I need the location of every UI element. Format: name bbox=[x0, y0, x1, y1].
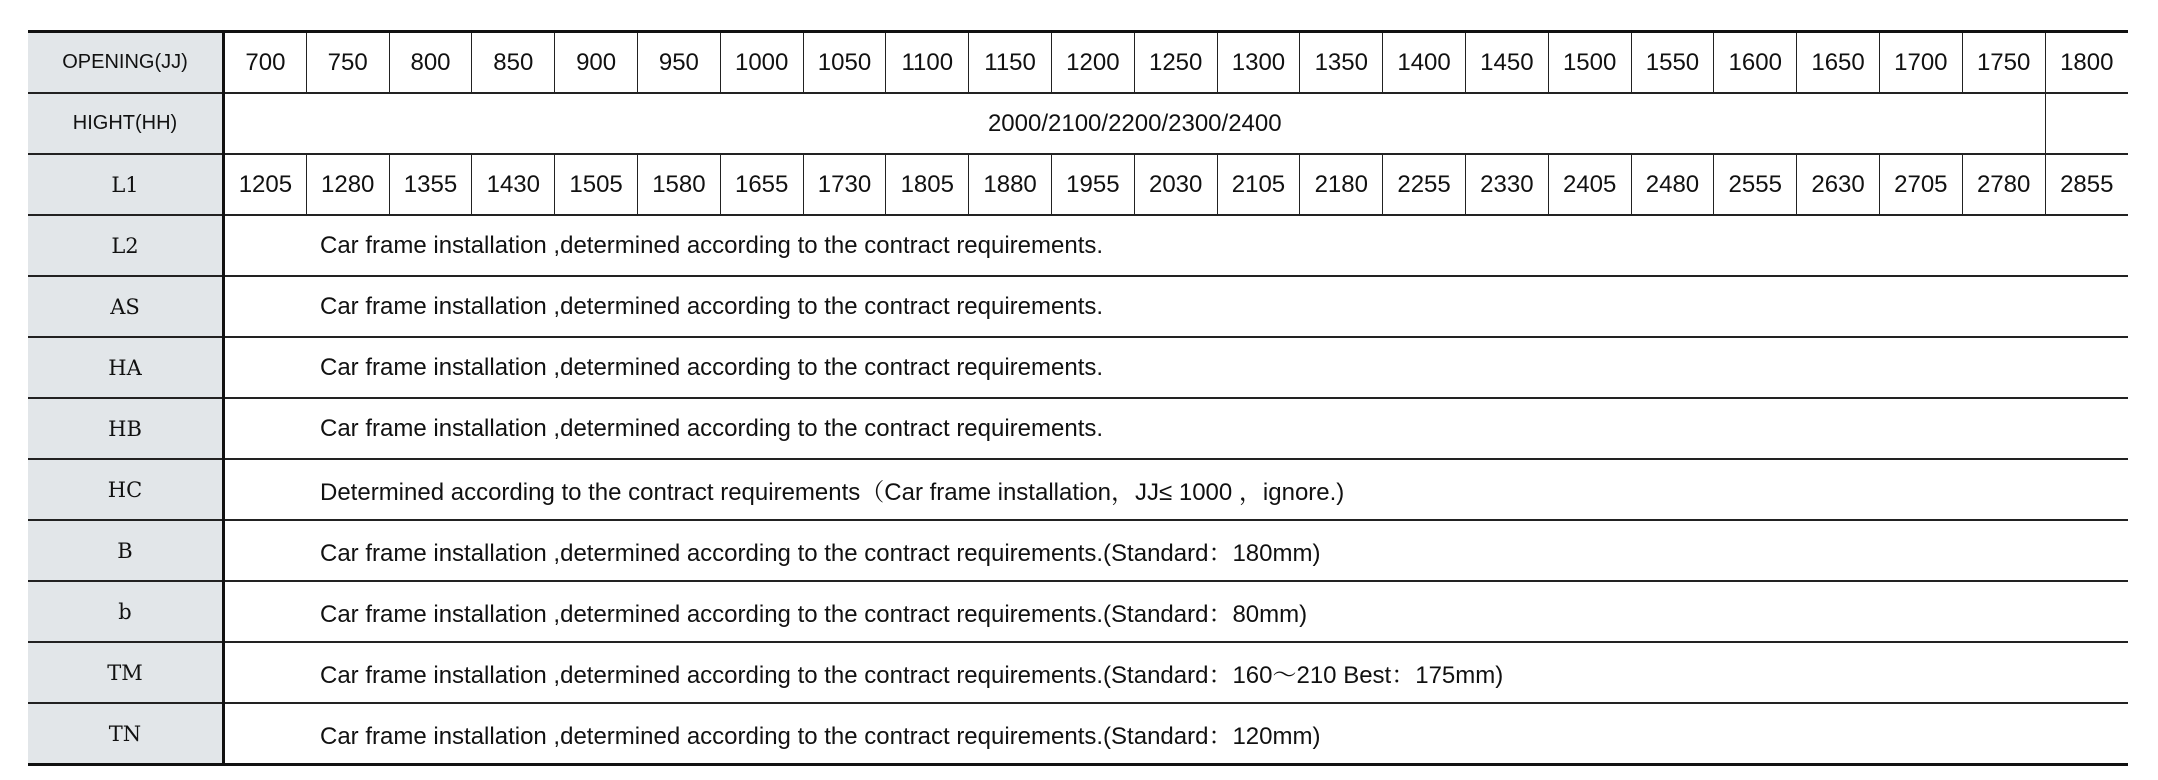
l1-value: 1430 bbox=[472, 154, 555, 215]
height-header: HIGHT(HH) bbox=[28, 93, 224, 154]
l1-value: 2180 bbox=[1300, 154, 1383, 215]
l1-value: 1505 bbox=[555, 154, 638, 215]
b-header: B bbox=[28, 520, 224, 581]
hc-row bbox=[28, 459, 2128, 520]
opening-value: 1250 bbox=[1134, 32, 1217, 94]
as-header: AS bbox=[28, 276, 224, 337]
opening-value: 1400 bbox=[1383, 32, 1466, 94]
hb-description: Car frame installation ,determined according to the contract requirements. bbox=[320, 414, 1104, 442]
opening-value: 750 bbox=[306, 32, 389, 94]
opening-value: 1150 bbox=[969, 32, 1052, 94]
opening-value: 900 bbox=[555, 32, 638, 94]
height-value: 2000/2100/2200/2300/2400 bbox=[224, 93, 2046, 154]
b-lower-header: b bbox=[28, 581, 224, 642]
l1-value: 1580 bbox=[637, 154, 720, 215]
l1-value: 1730 bbox=[803, 154, 886, 215]
ha-row bbox=[28, 337, 2128, 398]
l1-value: 1955 bbox=[1051, 154, 1134, 215]
hb-header: HB bbox=[28, 398, 224, 459]
b-row bbox=[28, 520, 2128, 581]
dimension-spec-table bbox=[28, 30, 2128, 766]
l1-value: 2405 bbox=[1548, 154, 1631, 215]
l1-value: 2480 bbox=[1631, 154, 1714, 215]
ha-description: Car frame installation ,determined according to the contract requirements. bbox=[320, 353, 1104, 381]
opening-value: 1000 bbox=[720, 32, 803, 94]
l1-value: 2705 bbox=[1879, 154, 1962, 215]
opening-value: 850 bbox=[472, 32, 555, 94]
opening-value: 1650 bbox=[1797, 32, 1880, 94]
l1-value: 1280 bbox=[306, 154, 389, 215]
l1-value: 1805 bbox=[886, 154, 969, 215]
b-lower-row bbox=[28, 581, 2128, 642]
opening-value: 1350 bbox=[1300, 32, 1383, 94]
opening-value: 1550 bbox=[1631, 32, 1714, 94]
l1-value: 2855 bbox=[2060, 170, 2114, 198]
b-description: Car frame installation ,determined according to the contract requirements.(Standard：180mm) bbox=[320, 540, 1321, 567]
tn-description: Car frame installation ,determined according to the contract requirements.(Standard：120mm) bbox=[320, 723, 1321, 750]
l1-value: 2030 bbox=[1134, 154, 1217, 215]
height-row bbox=[28, 93, 2128, 154]
l1-value: 1655 bbox=[720, 154, 803, 215]
opening-value: 1300 bbox=[1217, 32, 1300, 94]
opening-value: 1100 bbox=[886, 32, 969, 94]
l2-header: L2 bbox=[28, 215, 224, 276]
b-lower-description: Car frame installation ,determined according to the contract requirements.(Standard：80mm) bbox=[320, 601, 1308, 628]
opening-value: 1750 bbox=[1962, 32, 2045, 94]
as-description: Car frame installation ,determined according to the contract requirements. bbox=[320, 292, 1104, 320]
opening-value: 1450 bbox=[1465, 32, 1548, 94]
l1-row bbox=[28, 154, 2128, 215]
opening-value: 1700 bbox=[1879, 32, 1962, 94]
tn-row bbox=[28, 703, 2128, 765]
l1-value: 1205 bbox=[224, 154, 307, 215]
height-empty-cell bbox=[2045, 93, 2128, 154]
l1-value: 2555 bbox=[1714, 154, 1797, 215]
opening-value: 1600 bbox=[1714, 32, 1797, 94]
ha-header: HA bbox=[28, 337, 224, 398]
l1-value: 2255 bbox=[1383, 154, 1466, 215]
opening-value: 700 bbox=[224, 32, 307, 94]
hb-row bbox=[28, 398, 2128, 459]
opening-value: 950 bbox=[637, 32, 720, 94]
tm-row bbox=[28, 642, 2128, 703]
l2-row bbox=[28, 215, 2128, 276]
as-row bbox=[28, 276, 2128, 337]
l1-value: 2780 bbox=[1962, 154, 2045, 215]
hc-header: HC bbox=[28, 459, 224, 520]
l1-value: 1880 bbox=[969, 154, 1052, 215]
l1-value: 1355 bbox=[389, 154, 472, 215]
l2-description: Car frame installation ,determined according to the contract requirements. bbox=[320, 231, 1104, 259]
l1-value: 2105 bbox=[1217, 154, 1300, 215]
hc-description: Determined according to the contract requirements（Car frame installation，JJ≤ 1000 ，ignore.) bbox=[320, 479, 1345, 506]
l1-value: 2330 bbox=[1465, 154, 1548, 215]
opening-header: OPENING(JJ) bbox=[28, 32, 224, 94]
opening-value: 1500 bbox=[1548, 32, 1631, 94]
l1-value: 2630 bbox=[1797, 154, 1880, 215]
tm-description: Car frame installation ,determined according to the contract requirements.(Standard：160～210 Best：175mm) bbox=[320, 662, 1504, 689]
l1-header: L1 bbox=[28, 154, 224, 215]
opening-value: 1200 bbox=[1051, 32, 1134, 94]
opening-value: 1800 bbox=[2060, 48, 2114, 76]
opening-value: 1050 bbox=[803, 32, 886, 94]
opening-row bbox=[28, 32, 2128, 94]
tm-header: TM bbox=[28, 642, 224, 703]
opening-value: 800 bbox=[389, 32, 472, 94]
tn-header: TN bbox=[28, 703, 224, 765]
